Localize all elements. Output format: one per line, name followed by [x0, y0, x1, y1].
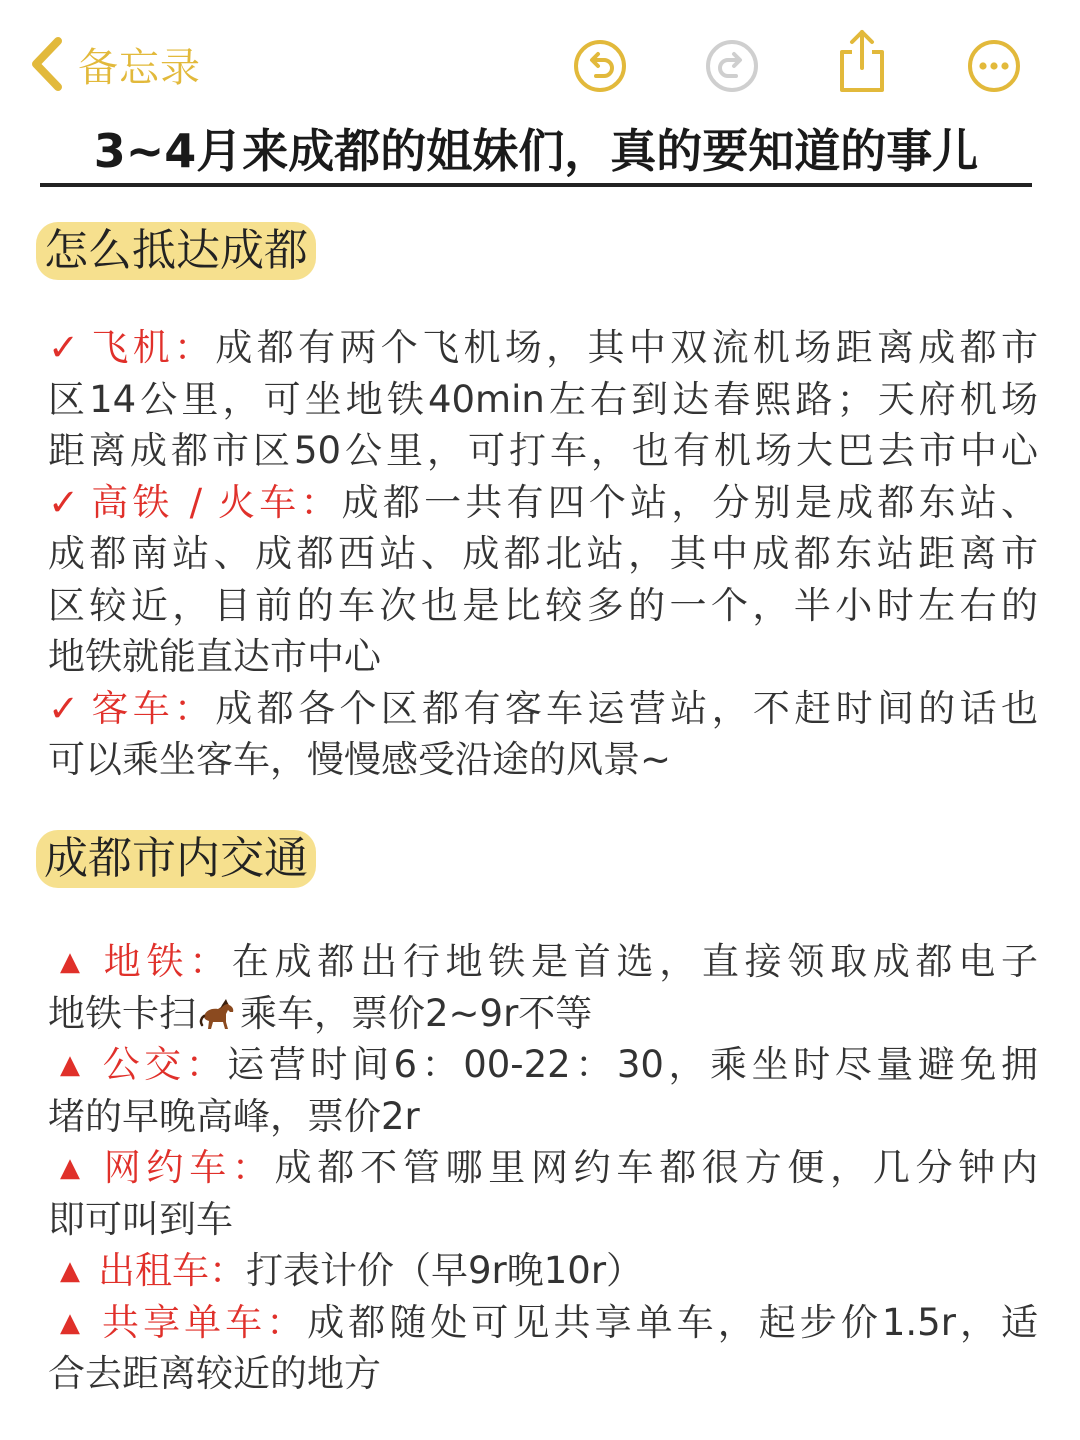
title-underline: [40, 183, 1032, 187]
share-button[interactable]: [834, 28, 890, 94]
list-item-plane: [48, 322, 1038, 374]
item-label: 地铁：: [103, 940, 232, 983]
item-text-line: 成都南站、成都西站、成都北站，其中成都东站距离市: [48, 532, 1038, 575]
item-text: 成都不管哪里网约车都很方便，几分钟内: [274, 1146, 1039, 1189]
item-text-line: 区14公里，可坐地铁40min左右到达春熙路；天府机场: [48, 377, 1038, 421]
item-text-line: 堵的早晚高峰，票价2r: [48, 1094, 420, 1138]
top-bar: [0, 0, 1080, 120]
more-button[interactable]: [966, 38, 1022, 94]
item-text-line: 合去距离较近的地方: [48, 1352, 381, 1395]
list-item-train: [48, 477, 1038, 529]
section-heading-arrival: 怎么抵达成都: [36, 222, 316, 280]
item-text: 成都随处可见共享单车，起步价1.5r，适: [307, 1300, 1039, 1344]
triangle-icon: ▲: [60, 1153, 86, 1183]
undo-icon: [572, 38, 628, 94]
triangle-icon: ▲: [60, 1050, 85, 1080]
arrival-content: [48, 322, 1038, 786]
redo-button[interactable]: [704, 38, 760, 94]
item-text: 地铁卡扫: [48, 991, 196, 1035]
triangle-icon: ▲: [60, 1256, 80, 1286]
triangle-icon: ▲: [60, 1307, 85, 1338]
list-item-ride-hailing: [48, 1142, 1038, 1194]
item-text: 打表计价（早9r晚10r）: [246, 1249, 644, 1292]
back-button[interactable]: [30, 34, 201, 94]
check-icon: ✓: [48, 326, 84, 369]
note-title[interactable]: 3~4月来成都的姐妹们，真的要知道的事儿: [93, 124, 979, 178]
triangle-icon: ▲: [60, 947, 86, 977]
list-item-taxi: [48, 1245, 1038, 1297]
list-item-coach: [48, 683, 1038, 735]
item-text: 运营时间6：00-22：30，乘坐时尽量避免拥: [227, 1043, 1038, 1086]
item-label: 网约车：: [103, 1146, 275, 1189]
item-text: 成都有两个飞机场，其中双流机场距离成都市: [215, 326, 1039, 369]
item-text: 在成都出行地铁是首选，直接领取成都电子: [231, 940, 1039, 983]
transport-content: [48, 936, 1038, 1400]
list-item-shared-bike: [48, 1297, 1038, 1349]
item-text-line: 可以乘坐客车，慢慢感受沿途的风景~: [48, 738, 672, 781]
item-label: 出租车：: [98, 1249, 246, 1292]
section-heading-transport: 成都市内交通: [36, 830, 316, 888]
item-label: 高铁 / 火车：: [91, 480, 342, 524]
more-icon: [966, 38, 1022, 94]
item-text: 成都一共有四个站，分别是成都东站、: [341, 480, 1038, 524]
item-text: 乘车，票价2~9r不等: [240, 991, 593, 1035]
item-label: 飞机：: [91, 326, 216, 369]
item-label: 客车：: [91, 686, 216, 730]
share-icon: [834, 28, 890, 94]
item-text-line: [48, 988, 1038, 1040]
check-icon: ✓: [48, 480, 84, 524]
item-text-line: 地铁就能直达市中心: [48, 635, 381, 678]
back-label: 备忘录: [78, 44, 201, 91]
list-item-metro: [48, 936, 1038, 988]
horse-emoji-icon: [198, 996, 238, 1032]
item-label: 共享单车：: [102, 1300, 308, 1344]
undo-button[interactable]: [572, 38, 628, 94]
redo-icon: [704, 38, 760, 94]
item-text-line: 区较近，目前的车次也是比较多的一个，半小时左右的: [48, 583, 1038, 627]
check-icon: ✓: [48, 686, 84, 730]
list-item-bus: [48, 1039, 1038, 1091]
item-text-line: 距离成都市区50公里，可打车，也有机场大巴去市中心: [48, 429, 1038, 472]
item-text-line: 即可叫到车: [48, 1197, 233, 1241]
item-label: 公交：: [102, 1043, 228, 1086]
item-text: 成都各个区都有客车运营站，不赶时间的话也: [215, 686, 1039, 730]
chevron-left-icon: [30, 37, 64, 91]
